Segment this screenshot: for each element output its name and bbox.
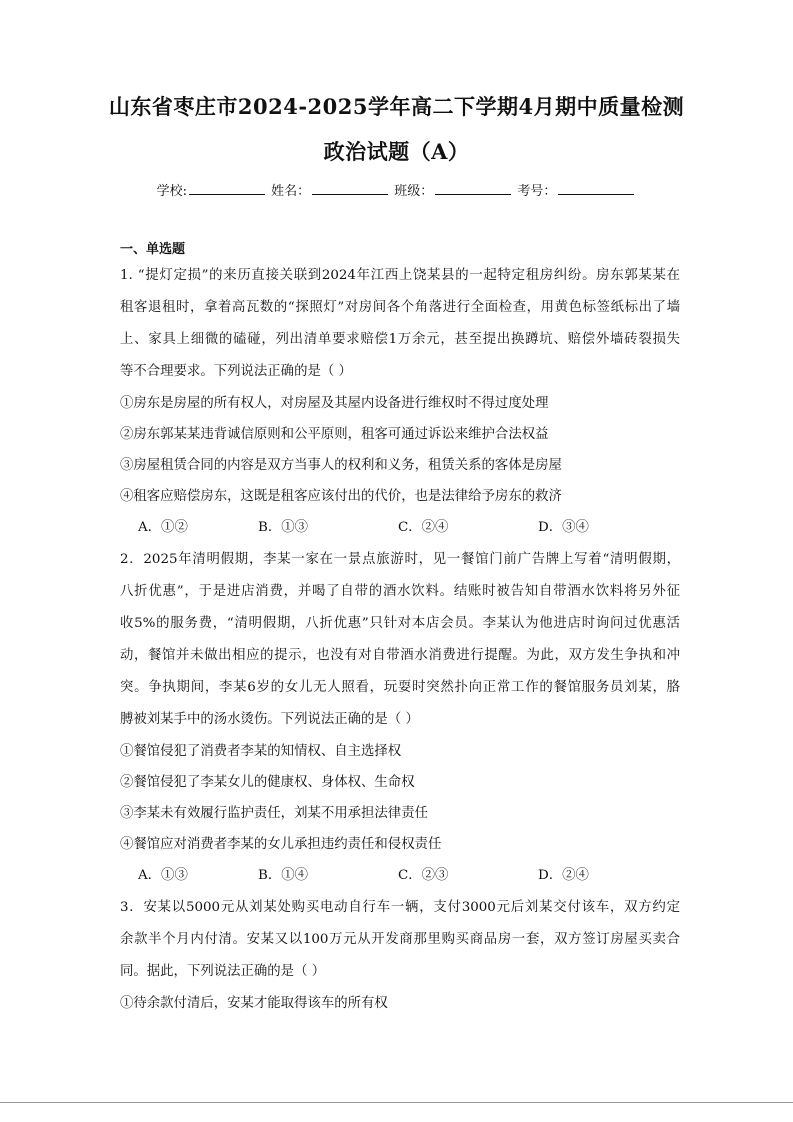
school-label: 学校: [156, 184, 187, 199]
option-b[interactable]: B．①④ [258, 868, 309, 883]
question-2-stem: 收5%的服务费，“清明假期，八折优惠”只针对本店会员。李某认为他进店时询问过优惠活 [120, 616, 680, 631]
question-1-statement: ③房屋租赁合同的内容是双方当事人的权利和义务，租赁关系的客体是房屋 [120, 458, 562, 473]
question-3-stem: 同。据此，下列说法正确的是（ ） [120, 964, 326, 979]
option-b[interactable]: B．①③ [258, 520, 309, 535]
option-a[interactable]: A．①② [138, 520, 188, 535]
question-3-stem: 3．安某以5000元从刘某处购买电动自行车一辆，支付3000元后刘某交付该车，双方约定 [120, 900, 680, 915]
question-2-statement: ②餐馆侵犯了李某女儿的健康权、身体权、生命权 [120, 775, 415, 790]
class-label: 班级： [394, 184, 434, 199]
name-field[interactable] [312, 182, 388, 195]
section-title: 一、单选题 [120, 242, 186, 257]
question-1-stem: 等不合理要求。下列说法正确的是（ ） [120, 364, 352, 379]
option-c[interactable]: C．②④ [398, 520, 449, 535]
question-2-statement: ③李某未有效履行监护责任，刘某不用承担法律责任 [120, 806, 428, 821]
question-2-stem: 八折优惠”，于是进店消费，并喝了自带的酒水饮料。结账时被告知自带酒水饮料将另外征 [120, 584, 680, 599]
question-1-statement: ①房东是房屋的所有权人，对房屋及其屋内设备进行维权时不得过度处理 [120, 396, 549, 411]
exam-no-label: 考号： [517, 184, 557, 199]
option-a[interactable]: A．①③ [138, 868, 188, 883]
question-1-stem: 租客退租时，拿着高瓦数的“探照灯”对房间各个角落进行全面检查，用黄色标签纸标出了墙 [120, 300, 680, 315]
option-c[interactable]: C．②③ [398, 868, 449, 883]
question-1-stem: 上、家具上细微的磕碰，列出清单要求赔偿1万余元，甚至提出换蹲坑、赔偿外墙砖裂损失 [120, 332, 680, 347]
page-title-line-1: 山东省枣庄市2024-2025学年高二下学期4月期中质量检测 [108, 94, 685, 119]
class-field[interactable] [435, 182, 511, 195]
question-3-statement: ①待余款付清后，安某才能取得该车的所有权 [120, 996, 388, 1011]
question-1-stem: 1. “提灯定损”的来历直接关联到2024年江西上饶某县的一起特定租房纠纷。房东郭某某在 [120, 268, 680, 283]
question-2-stem: 突。争执期间，李某6岁的女儿无人照看，玩耍时突然扑向正常工作的餐馆服务员刘某，胳 [120, 680, 680, 695]
school-field[interactable] [189, 182, 265, 195]
question-2-stem: 动，餐馆并未做出相应的提示，也没有对自带酒水消费进行提醒。为此，双方发生争执和冲 [120, 648, 680, 663]
student-info-row [0, 182, 793, 198]
question-2-statement: ①餐馆侵犯了消费者李某的知情权、自主选择权 [120, 744, 402, 759]
option-d[interactable]: D．③④ [538, 520, 589, 535]
question-2-statement: ④餐馆应对消费者李某的女儿承担违约责任和侵权责任 [120, 837, 442, 852]
option-d[interactable]: D．②④ [538, 868, 589, 883]
name-label: 姓名： [271, 184, 311, 199]
question-1-statement: ④租客应赔偿房东，这既是租客应该付出的代价，也是法律给予房东的救济 [120, 489, 562, 504]
exam-no-field[interactable] [558, 182, 634, 195]
page-bottom-rule [0, 1102, 793, 1103]
question-2-stem: 膊被刘某手中的汤水烫伤。下列说法正确的是（ ） [120, 712, 419, 727]
page-title-line-2: 政治试题（A） [323, 139, 470, 164]
question-2-options [138, 869, 698, 885]
question-1-options [138, 521, 698, 537]
question-3-stem: 余款半个月内付清。安某又以100万元从开发商那里购买商品房一套，双方签订房屋买卖合 [120, 932, 680, 947]
question-1-statement: ②房东郭某某违背诚信原则和公平原则，租客可通过诉讼来维护合法权益 [120, 427, 549, 442]
question-2-stem: 2．2025年清明假期，李某一家在一景点旅游时，见一餐馆门前广告牌上写着“清明假期， [120, 552, 680, 567]
